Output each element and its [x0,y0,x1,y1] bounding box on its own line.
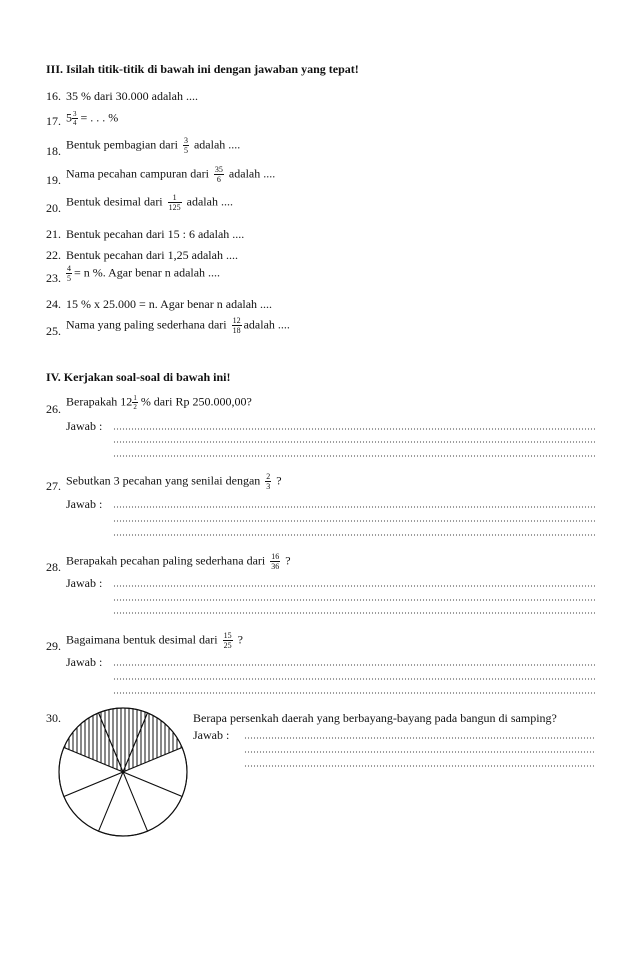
q30-answer-line-3[interactable] [244,765,594,767]
q27-number: 27. [46,479,61,493]
q22-text: Bentuk pecahan dari 1,25 adalah .... [66,248,238,262]
q29-answer-line-2[interactable] [113,678,595,680]
q24-text: 15 % x 25.000 = n. Agar benar n adalah .... [66,297,273,311]
q19-number: 19. [46,173,61,187]
q27-answer-line-3[interactable] [113,534,595,536]
q23-number: 23. [46,271,61,285]
q30-text: Berapa persenkah daerah yang berbayang-bayang pada bangun di samping? [193,711,557,725]
q18-text: Bentuk pembagian dari $\frac{3}{5}$ adalah .... [66,136,241,155]
q24-number: 24. [46,297,61,311]
q28-number: 28. [46,560,61,574]
q26-answer-line-1[interactable] [113,428,595,430]
shaded-circle-figure [56,705,190,839]
q22-number: 22. [46,248,61,262]
q18-number: 18. [46,144,61,158]
q20-number: 20. [46,201,61,215]
q29-jawab-label: Jawab : [66,655,103,669]
q30-jawab-label: Jawab : [193,728,230,742]
section4-heading: IV. Kerjakan soal-soal di bawah ini! [46,370,231,384]
q26-number: 26. [46,402,61,416]
q28-jawab-label: Jawab : [66,576,103,590]
q21-text: Bentuk pecahan dari 15 : 6 adalah .... [66,227,245,241]
q19-text: Nama pecahan campuran dari $\frac{35}{6}$ adalah .... [66,165,276,184]
q28-answer-line-1[interactable] [113,585,595,587]
q30-number: 30. [46,711,61,725]
q25-text: Nama yang paling sederhana dari $\frac{12}{18}$ adalah .... [66,316,290,335]
q29-number: 29. [46,639,61,653]
q27-jawab-label: Jawab : [66,497,103,511]
q20-text: Bentuk desimal dari $\frac{1}{125}$ adalah .... [66,193,233,212]
q29-answer-line-1[interactable] [113,664,595,666]
q28-text: Berapakah pecahan paling sederhana dari $\frac{16}{36}$ ? [66,552,291,571]
q26-answer-line-2[interactable] [113,441,595,443]
q26-answer-line-3[interactable] [113,455,595,457]
q16-text: 35 % dari 30.000 adalah .... [66,89,198,103]
q28-answer-line-3[interactable] [113,612,595,614]
q30-answer-line-2[interactable] [244,751,594,753]
q30-answer-line-1[interactable] [244,737,594,739]
q16-number: 16. [46,89,61,103]
q26-jawab-label: Jawab : [66,419,103,433]
q17-number: 17. [46,114,61,128]
q27-answer-line-2[interactable] [113,520,595,522]
q29-answer-line-3[interactable] [113,692,595,694]
section3-heading: III. Isilah titik-titik di bawah ini dengan jawaban yang tepat! [46,62,359,76]
q27-answer-line-1[interactable] [113,506,595,508]
q17-text: 5 $\frac{3}{4}$ = . . . % [66,110,119,127]
q23-text: $\frac{4}{5}$ = n %. Agar benar n adalah .... [67,264,221,283]
q27-text: Sebutkan 3 pecahan yang senilai dengan $\frac{2}{3}$ ? [66,472,282,491]
q21-number: 21. [46,227,61,241]
q25-number: 25. [46,324,61,338]
q29-text: Bagaimana bentuk desimal dari $\frac{15}{25}$ ? [66,631,243,650]
q26-text: Berapakah 12 $\frac{1}{2}$ % dari Rp 250.000,00? [66,394,252,411]
q28-answer-line-2[interactable] [113,599,595,601]
